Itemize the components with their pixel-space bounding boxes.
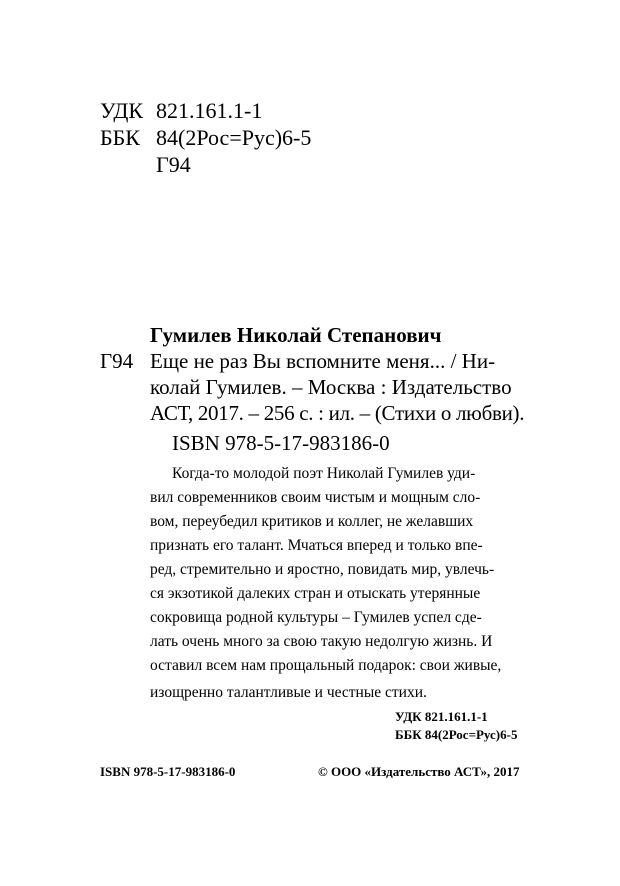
- record-line: АСТ, 2017. – 256 с. : ил. – (Стихи о любви).: [150, 401, 525, 425]
- author-heading: Гумилев Николай Степанович: [150, 323, 442, 347]
- record-line: колай Гумилев. – Москва : Издательство: [150, 375, 512, 399]
- record-line: Еще не раз Вы вспомните меня... / Ни-: [150, 349, 496, 373]
- annotation-line: признать его талант. Мчаться вперед и только впе-: [150, 537, 483, 554]
- annotation-line: сокровища родной культуры – Гумилев успел сде-: [150, 609, 482, 626]
- annotation-line: оставил всем нам прощальный подарок: свои живые,: [150, 657, 502, 674]
- copyright: © ООО «Издательство АСТ», 2017: [318, 764, 520, 779]
- bbk-value: 84(2Рос=Рус)6-5: [156, 125, 312, 150]
- annotation-line: лать очень много за свою такую недолгую жизнь. И: [150, 633, 493, 650]
- footer-bbk: ББК 84(2Рос=Рус)6-5: [395, 727, 518, 742]
- annotation-line: вил современников своим чистым и мощным сло-: [150, 489, 481, 506]
- udk-line: [100, 97, 262, 124]
- author-sign-top: Г94: [156, 152, 191, 177]
- annotation-line: вом, переубедил критиков и коллег, не желавших: [150, 513, 474, 530]
- author-sign-record: Г94: [100, 349, 134, 373]
- bbk-line: [100, 124, 311, 151]
- annotation-line: Когда-то молодой поэт Николай Гумилев уди-: [172, 465, 476, 482]
- footer-isbn: ISBN 978-5-17-983186-0: [100, 764, 236, 779]
- record-isbn: ISBN 978-5-17-983186-0: [172, 431, 390, 455]
- udk-value: 821.161.1-1: [156, 98, 263, 123]
- annotation-line: ся экзотикой далеких стран и отыскать утерянные: [150, 585, 481, 602]
- annotation-line: ред, стремительно и яростно, повидать мир, увлечь-: [150, 561, 495, 578]
- footer-udk: УДК 821.161.1-1: [395, 709, 488, 724]
- bbk-label: ББК: [100, 125, 140, 150]
- udk-label: УДК: [100, 98, 144, 123]
- annotation-line: изощренно талантливые и честные стихи.: [150, 684, 427, 701]
